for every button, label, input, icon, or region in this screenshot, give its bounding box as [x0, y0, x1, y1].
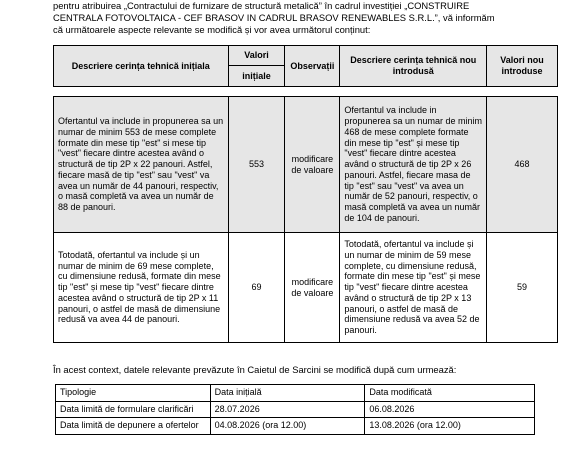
row1-desc-new: Ofertantul va include in propunerea sa un numar de minim 468 de mese complete formate din mese tip "est" și mese tip "vest" fiecare dintre acestea având o structură de tip 2P x 26 panouri. Astfel, fiecare masa de tip "est" sau "vest" va avea un număr de 52 panouri, respectiv, o masă completă va avea un număr de 104 de panouri. [340, 97, 487, 233]
header-val-initial-line2: inițiale [242, 71, 271, 81]
dates-row2-type: Data limită de depunere a ofertelor [56, 418, 211, 435]
header-desc-initial: Descriere cerința tehnică inițiala [54, 46, 229, 87]
table-row [54, 233, 558, 343]
context-paragraph: În acest context, datele relevante prevăzute în Caietul de Sarcini se modifică după cum urmează: [53, 364, 457, 375]
row2-val-initial: 69 [228, 233, 285, 343]
dates-row1-initial: 28.07.2026 [210, 401, 365, 418]
dates-header-row [56, 385, 535, 402]
header-observatii: Observații [285, 46, 340, 87]
dates-row1-type: Data limită de formulare clarificări [56, 401, 211, 418]
dates-row1-modified: 06.08.2026 [365, 401, 535, 418]
row2-desc-new: Totodată, ofertantul va include și un numar de minim de 59 mese complete, cu dimensiune redusă, formate din mese tip "est" și mese tip "vest" fiecare dintre acestea având o structură de tip 2P x 13 panouri, o astfel de masă de dimensiune redusă va avea 52 de panouri. [340, 233, 487, 343]
header-desc-new: Descriere cerința tehnică nou introdusă [340, 46, 487, 87]
row2-observatii: modificare de valoare [285, 233, 340, 343]
dates-header-tipologie: Tipologie [56, 385, 211, 402]
row1-desc-initial: Ofertantul va include in propunerea sa un numar de minim 553 de mese complete formate din mese tip "est" si mese tip "vest" fiecare dintre acestea având o structură de tip 2P x 22 panouri. Astfel, fiecare masă de tip "est" sau "vest" va avea un număr de 44 panouri, respectiv, o masă completă va avea un număr de 88 de panouri. [54, 97, 229, 233]
table-row [54, 97, 558, 233]
dates-header-initial: Data inițială [210, 385, 365, 402]
header-val-new: Valori nou introduse [487, 46, 558, 87]
technical-requirements-table [53, 45, 558, 343]
table-header-row [54, 46, 558, 87]
row1-observatii: modificare de valoare [285, 97, 340, 233]
row1-val-initial: 553 [228, 97, 285, 233]
dates-header-modified: Data modificată [365, 385, 535, 402]
row2-val-new: 59 [487, 233, 558, 343]
table-gap-row [54, 87, 558, 97]
row1-val-new: 468 [487, 97, 558, 233]
row2-desc-initial: Totodată, ofertantul va include și un numar de minim de 69 mese complete, cu dimensiune redusă, formate din mese tip "est" și mese tip "vest" fiecare dintre acestea având o structură de tip 2P x 11 panouri, o astfel de masă de dimensiune redusă va avea 44 de panouri. [54, 233, 229, 343]
intro-line-2: CENTRALA FOTOVOLTAICA - CEF BRASOV IN CADRUL BRASOV RENEWABLES S.R.L.”, vă informăm [53, 12, 495, 23]
intro-line-3: că următoarele aspecte relevante se modifică și vor avea următorul conținut: [53, 24, 371, 35]
table-row [56, 418, 535, 435]
table-row [56, 401, 535, 418]
intro-line-1: pentru atribuirea „Contractului de furnizare de structură metalică” în cadrul investiției „CONSTRUIRE [53, 0, 470, 11]
dates-table [55, 384, 535, 435]
dates-row2-initial: 04.08.2026 (ora 12.00) [210, 418, 365, 435]
header-val-initial [228, 46, 285, 87]
intro-paragraph [53, 0, 553, 36]
header-val-initial-line1: Valori [229, 46, 285, 66]
dates-row2-modified: 13.08.2026 (ora 12.00) [365, 418, 535, 435]
